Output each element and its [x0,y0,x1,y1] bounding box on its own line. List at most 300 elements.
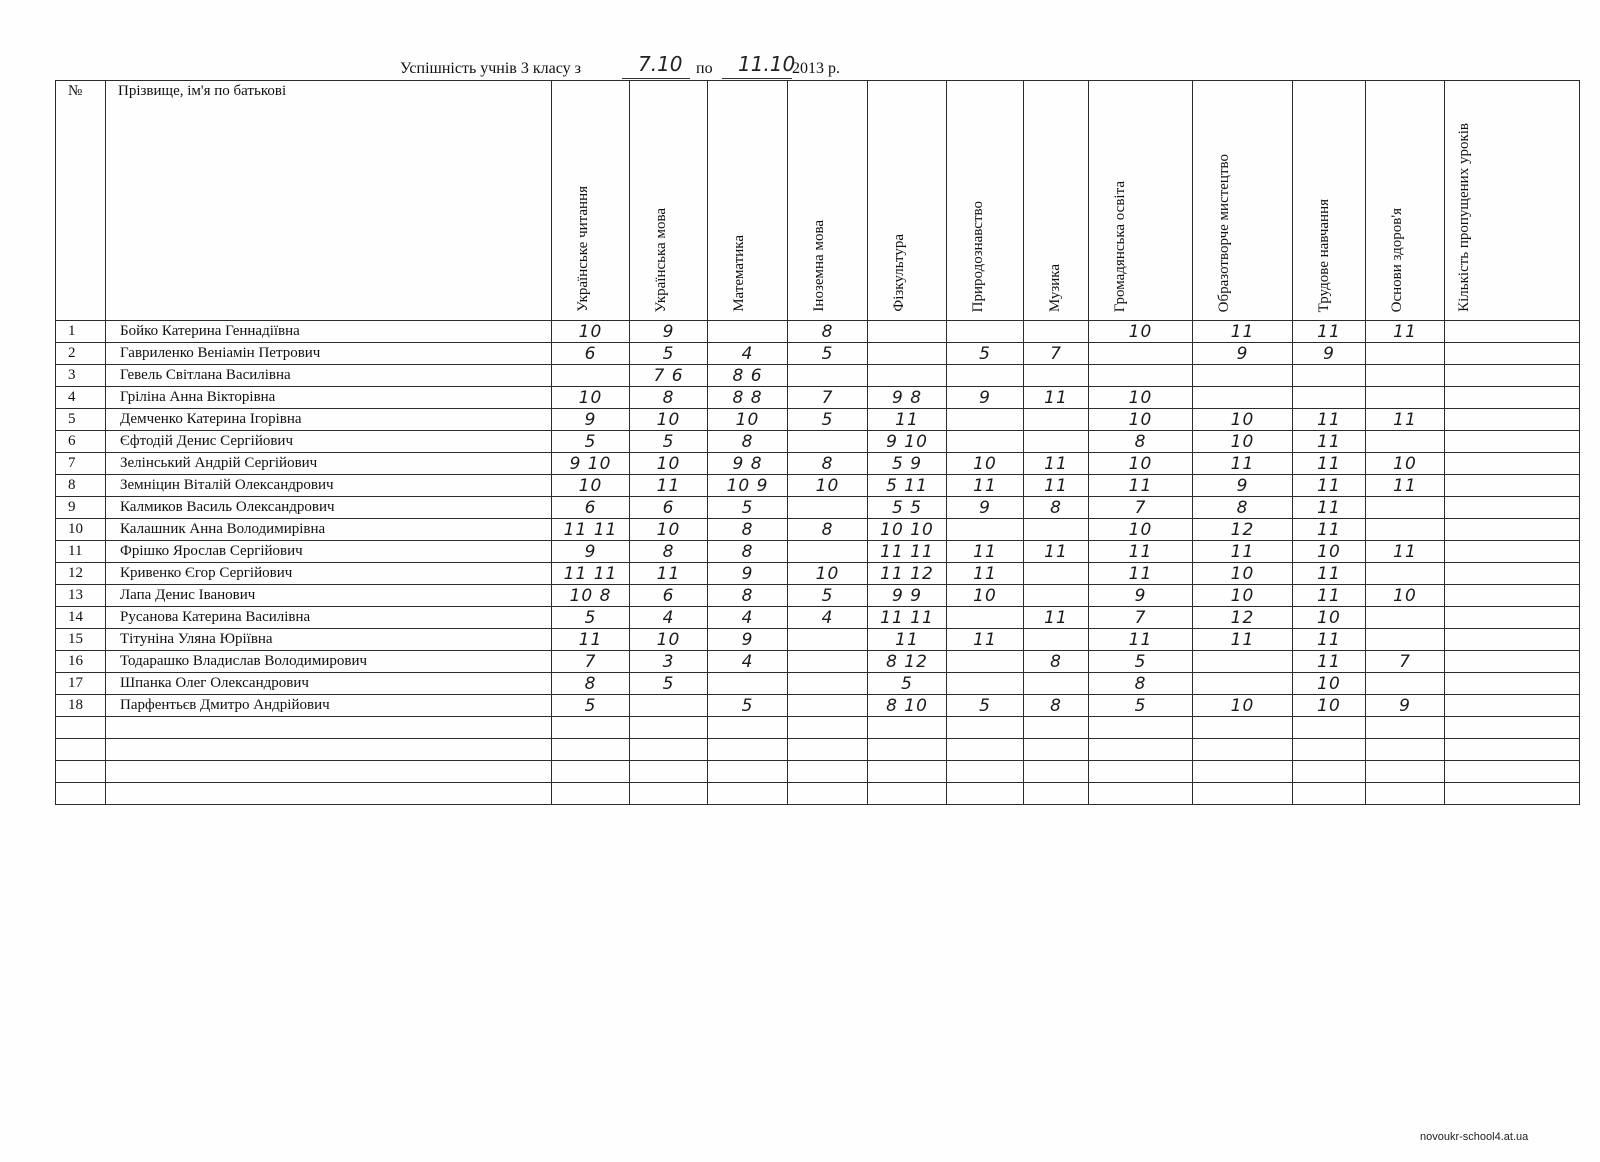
grade-cell [1445,629,1580,651]
grade-cell: 11 [1193,629,1293,651]
grade-cell: 8 [708,431,788,453]
grade-cell: 11 11 [868,541,947,563]
grade-cell: 10 [1089,409,1193,431]
empty-cell [788,783,868,805]
grade-cell: 10 [630,519,708,541]
grade-cell [1293,365,1366,387]
subject-header: Іноземна мова [811,220,827,312]
row-number: 2 [56,343,106,365]
date-to-underline [722,78,792,79]
grade-cell: 8 [552,673,630,695]
grade-cell: 11 [1293,519,1366,541]
subject-header: Українська мова [653,207,669,312]
grade-cell [947,673,1024,695]
grade-cell: 9 8 [708,453,788,475]
empty-cell [788,761,868,783]
grade-cell: 10 [552,387,630,409]
grade-cell: 9 9 [868,585,947,607]
grade-cell: 7 [788,387,868,409]
subject-header: Кількість пропущених уроків [1456,123,1472,312]
grade-cell: 8 [788,321,868,343]
grade-cell: 10 [1293,673,1366,695]
grade-cell [1366,431,1445,453]
subject-header: Природознавство [970,200,986,312]
grade-cell: 8 [1024,695,1089,717]
row-number: 4 [56,387,106,409]
grade-cell: 11 [1024,607,1089,629]
grade-cell [1293,387,1366,409]
grade-cell: 8 [708,585,788,607]
grade-cell: 10 [1293,695,1366,717]
grade-cell [1366,519,1445,541]
grade-cell: 4 [708,651,788,673]
empty-cell [1024,783,1089,805]
empty-cell [947,761,1024,783]
grade-cell: 7 [1089,497,1193,519]
grade-cell: 10 [1193,563,1293,585]
grade-cell: 10 [630,409,708,431]
empty-cell [1366,717,1445,739]
grade-cell: 11 [1024,387,1089,409]
grade-cell: 10 [1089,519,1193,541]
empty-cell [1089,739,1193,761]
grade-cell: 11 [1024,453,1089,475]
grade-cell: 8 12 [868,651,947,673]
grade-cell: 10 [1366,585,1445,607]
grade-cell: 11 [1024,541,1089,563]
student-name: Зелінський Андрій Сергійович [106,453,552,475]
grade-cell: 11 [947,475,1024,497]
grade-cell: 9 [1193,475,1293,497]
grade-cell: 11 [1293,431,1366,453]
grade-cell: 10 9 [708,475,788,497]
grade-cell: 7 [1089,607,1193,629]
grade-cell: 5 [552,607,630,629]
grade-cell: 10 [788,563,868,585]
table-row [56,563,1580,585]
grade-cell: 5 [708,497,788,519]
grade-cell: 4 [788,607,868,629]
grade-cell: 9 8 [868,387,947,409]
grade-cell [1445,541,1580,563]
grade-cell: 11 [1193,541,1293,563]
student-name: Гавриленко Веніамін Петрович [106,343,552,365]
grade-cell [788,497,868,519]
student-name: Шпанка Олег Олександрович [106,673,552,695]
title-text: Успішність учнів 3 класу з [400,60,581,77]
grade-cell: 5 [947,343,1024,365]
subject-header: Основи здоров'я [1389,207,1405,312]
grade-cell: 8 [1193,497,1293,519]
empty-cell [1445,783,1580,805]
grade-cell: 8 [708,541,788,563]
empty-cell [106,717,552,739]
grade-cell: 9 10 [552,453,630,475]
grade-cell: 11 [1293,563,1366,585]
student-name: Гевель Світлана Василівна [106,365,552,387]
subject-header: Образотворче мистецтво [1216,153,1232,312]
grade-cell: 11 [1089,629,1193,651]
student-name: Єфтодій Денис Сергійович [106,431,552,453]
grade-cell: 6 [630,585,708,607]
student-name: Фрішко Ярослав Сергійович [106,541,552,563]
grade-cell: 6 [552,343,630,365]
empty-cell [788,717,868,739]
empty-cell [1445,739,1580,761]
grade-cell: 8 10 [868,695,947,717]
grade-cell: 11 12 [868,563,947,585]
grade-cell: 9 [1366,695,1445,717]
empty-cell [1024,717,1089,739]
grade-cell: 10 [1293,607,1366,629]
subject-header: Музика [1047,263,1063,312]
grade-cell [947,321,1024,343]
grade-cell: 10 [1193,695,1293,717]
grade-cell [1193,673,1293,695]
grade-cell [1024,409,1089,431]
grade-cell: 8 [708,519,788,541]
grade-cell [788,673,868,695]
empty-cell [868,739,947,761]
empty-cell [947,783,1024,805]
grade-cell: 5 [788,409,868,431]
empty-cell [868,717,947,739]
row-number: 9 [56,497,106,519]
empty-cell [106,739,552,761]
student-name: Калмиков Василь Олександрович [106,497,552,519]
subject-header: Українське читання [575,186,591,312]
grade-cell [788,431,868,453]
grade-cell: 10 [947,585,1024,607]
grade-cell: 11 [1293,409,1366,431]
grade-cell: 10 [552,321,630,343]
grade-cell [788,695,868,717]
grade-cell [1445,673,1580,695]
grade-cell [1445,585,1580,607]
grade-cell: 8 [630,387,708,409]
grade-cell [947,607,1024,629]
source-watermark: novoukr-school4.at.ua [1420,1131,1529,1143]
empty-cell [788,739,868,761]
empty-cell [106,761,552,783]
table-row [56,541,1580,563]
date-to: 11.10 [738,52,796,76]
grade-cell [1024,673,1089,695]
grade-cell: 10 [1089,321,1193,343]
grade-cell [1366,387,1445,409]
grade-cell [868,365,947,387]
grade-cell: 5 [552,695,630,717]
grade-cell: 11 [1366,321,1445,343]
empty-cell [708,739,788,761]
grade-cell: 4 [708,343,788,365]
grade-cell: 5 [552,431,630,453]
table-row [56,695,1580,717]
student-name: Калашник Анна Володимирівна [106,519,552,541]
subject-header: Трудове навчання [1316,198,1332,312]
grade-cell: 11 [1293,585,1366,607]
grade-cell: 11 [1293,453,1366,475]
empty-cell [552,717,630,739]
date-from: 7.10 [638,52,683,76]
grade-cell [1445,365,1580,387]
grade-cell: 9 [947,497,1024,519]
grade-cell: 11 [1293,475,1366,497]
grade-cell: 11 [868,409,947,431]
grade-cell: 8 [1024,497,1089,519]
grade-cell [868,321,947,343]
empty-cell [1445,761,1580,783]
student-name: Бойко Катерина Геннадіївна [106,321,552,343]
table-row [56,431,1580,453]
table-row [56,453,1580,475]
table-row [56,475,1580,497]
grade-cell: 11 [1366,475,1445,497]
grade-cell [1445,453,1580,475]
grade-cell [1366,365,1445,387]
empty-cell [1293,761,1366,783]
grade-cell [1366,497,1445,519]
row-number: 6 [56,431,106,453]
grade-cell [1366,343,1445,365]
grade-cell [947,651,1024,673]
grade-cell: 11 [552,629,630,651]
grade-cell: 4 [630,607,708,629]
grade-cell [1024,431,1089,453]
empty-cell [630,717,708,739]
empty-cell [1024,761,1089,783]
row-number: 8 [56,475,106,497]
grade-cell: 8 [1024,651,1089,673]
table-row [56,519,1580,541]
empty-row [56,739,1580,761]
grade-cell: 8 [1089,431,1193,453]
grade-cell: 5 9 [868,453,947,475]
empty-cell [1366,761,1445,783]
grade-cell [1366,563,1445,585]
row-number: 15 [56,629,106,651]
grade-cell: 7 [1024,343,1089,365]
grade-cell: 5 5 [868,497,947,519]
grade-cell [1024,563,1089,585]
grade-cell: 10 [1089,387,1193,409]
grade-cell: 5 [788,585,868,607]
grade-cell: 5 [868,673,947,695]
grade-cell: 10 [1193,431,1293,453]
grade-cell: 11 [630,475,708,497]
row-number: 14 [56,607,106,629]
grade-cell [1445,695,1580,717]
row-number: 13 [56,585,106,607]
grade-cell: 5 [1089,651,1193,673]
empty-cell [947,717,1024,739]
empty-cell [630,761,708,783]
grade-cell: 10 [630,629,708,651]
grade-cell: 11 [868,629,947,651]
grade-cell [947,431,1024,453]
empty-cell [1193,739,1293,761]
grade-cell [1445,475,1580,497]
student-name: Русанова Катерина Василівна [106,607,552,629]
grade-cell: 11 [1193,453,1293,475]
grade-cell [1089,365,1193,387]
student-name: Тодарашко Владислав Володимирович [106,651,552,673]
grades-table [55,80,1580,805]
subject-header: Фізкультура [891,234,907,312]
empty-cell [708,717,788,739]
grade-cell: 11 [1089,541,1193,563]
grade-cell: 10 [788,475,868,497]
row-number: 5 [56,409,106,431]
grade-cell: 10 [1366,453,1445,475]
grade-cell [788,629,868,651]
grade-cell: 4 [708,607,788,629]
grade-cell: 8 [630,541,708,563]
grade-cell [630,695,708,717]
student-name: Кривенко Єгор Сергійович [106,563,552,585]
grade-cell: 11 [1293,651,1366,673]
grade-cell [1445,563,1580,585]
grade-cell [1445,387,1580,409]
empty-cell [1293,783,1366,805]
empty-cell [1366,783,1445,805]
grade-cell [1193,651,1293,673]
grade-cell: 7 [1366,651,1445,673]
empty-cell [947,739,1024,761]
grade-cell: 10 [630,453,708,475]
grade-cell [1445,519,1580,541]
empty-cell [1193,783,1293,805]
grade-cell: 5 [947,695,1024,717]
empty-cell [1293,717,1366,739]
table-row [56,585,1580,607]
grade-cell: 8 [788,453,868,475]
grade-cell [1193,365,1293,387]
table-row [56,365,1580,387]
row-number: 18 [56,695,106,717]
grade-cell: 11 [947,629,1024,651]
empty-cell [868,761,947,783]
grade-cell [1024,519,1089,541]
grade-cell [1366,629,1445,651]
subject-header: Математика [731,235,747,312]
grade-cell: 8 6 [708,365,788,387]
empty-cell [630,739,708,761]
table-row [56,409,1580,431]
empty-cell [1293,739,1366,761]
table-row [56,607,1580,629]
document-title [400,52,1220,82]
grade-cell: 11 [1293,497,1366,519]
empty-cell [56,783,106,805]
grade-cell: 11 [1024,475,1089,497]
grade-cell: 7 6 [630,365,708,387]
grade-cell: 9 [708,563,788,585]
grade-cell: 8 [1089,673,1193,695]
empty-cell [552,739,630,761]
grade-cell [947,365,1024,387]
empty-cell [1024,739,1089,761]
grade-cell: 10 8 [552,585,630,607]
row-number: 11 [56,541,106,563]
grade-cell [1366,673,1445,695]
grade-cell [947,519,1024,541]
grade-cell: 6 [630,497,708,519]
grade-cell: 11 [1193,321,1293,343]
empty-cell [56,761,106,783]
grade-cell: 12 [1193,607,1293,629]
empty-cell [630,783,708,805]
empty-cell [1193,761,1293,783]
row-number: 3 [56,365,106,387]
grade-cell: 9 [552,541,630,563]
grade-cell [1445,497,1580,519]
empty-cell [552,761,630,783]
col-name-header: Прізвище, ім'я по батькові [106,81,552,321]
empty-cell [868,783,947,805]
empty-cell [106,783,552,805]
empty-cell [708,761,788,783]
student-name: Парфентьєв Дмитро Андрійович [106,695,552,717]
grade-cell: 3 [630,651,708,673]
student-name: Демченко Катерина Ігорівна [106,409,552,431]
grade-cell: 10 [1193,409,1293,431]
grade-cell: 8 [788,519,868,541]
empty-cell [56,739,106,761]
grades-body [56,321,1580,805]
grade-cell: 10 10 [868,519,947,541]
empty-row [56,783,1580,805]
table-row [56,629,1580,651]
grade-cell: 9 [1193,343,1293,365]
table-row [56,387,1580,409]
empty-cell [1089,761,1193,783]
empty-row [56,717,1580,739]
grade-cell: 11 [1293,629,1366,651]
grade-cell: 5 [630,343,708,365]
grade-cell: 11 [947,541,1024,563]
grade-cell [1024,629,1089,651]
row-number: 7 [56,453,106,475]
table-row [56,497,1580,519]
grade-cell: 9 [552,409,630,431]
title-to-text: по [696,60,713,77]
grade-cell: 5 [630,673,708,695]
empty-cell [708,783,788,805]
grade-cell: 9 [708,629,788,651]
grade-cell: 7 [552,651,630,673]
grade-cell: 11 [630,563,708,585]
grade-cell [552,365,630,387]
grade-cell: 11 11 [552,563,630,585]
row-number: 16 [56,651,106,673]
grade-cell: 11 [1089,475,1193,497]
grade-cell: 11 [1293,321,1366,343]
row-number: 10 [56,519,106,541]
table-row [56,673,1580,695]
grade-cell: 10 [708,409,788,431]
title-year: 2013 р. [792,60,840,77]
grade-cell: 11 11 [868,607,947,629]
empty-cell [1089,717,1193,739]
grade-cell: 10 [947,453,1024,475]
empty-cell [1193,717,1293,739]
grade-cell [1445,431,1580,453]
grade-cell [1445,607,1580,629]
grade-cell: 9 [1089,585,1193,607]
grade-cell: 5 [1089,695,1193,717]
student-name: Гріліна Анна Вікторівна [106,387,552,409]
